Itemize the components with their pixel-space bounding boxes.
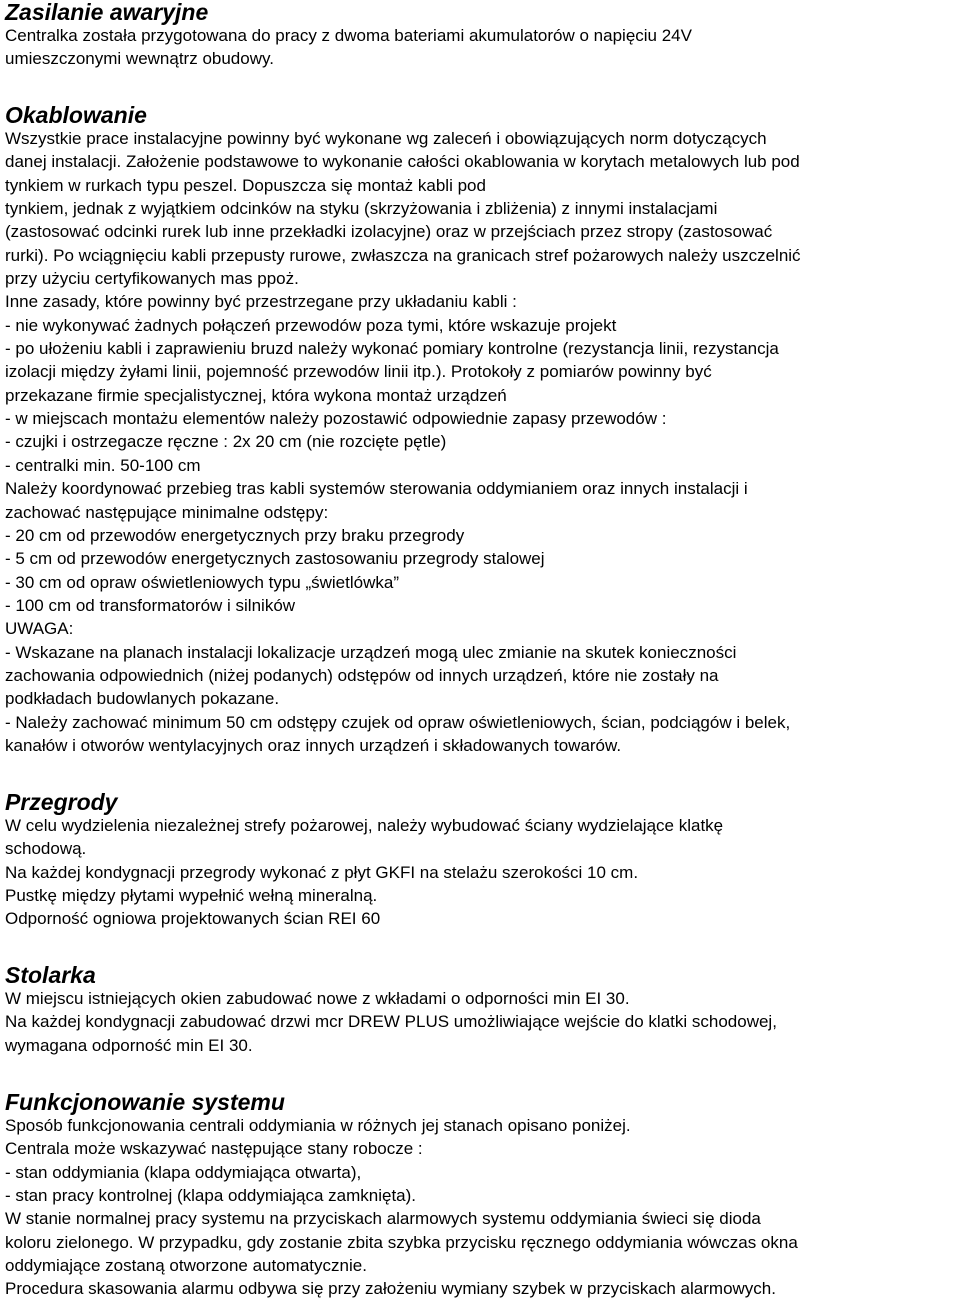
text-line: - 20 cm od przewodów energetycznych przy braku przegrody	[5, 525, 465, 545]
text-line: zachowania odpowiednich (niżej podanych) odstępów od innych urządzeń, które nie zostały na	[5, 665, 719, 685]
text-line: W stanie normalnej pracy systemu na przyciskach alarmowych systemu oddymiania świeci się dioda	[5, 1209, 761, 1229]
text-line: Inne zasady, które powinny być przestrzegane przy układaniu kabli :	[5, 292, 517, 312]
text-line: - 30 cm od opraw oświetleniowych typu „świetlówka”	[5, 572, 399, 592]
text-line: - stan oddymiania (klapa oddymiająca otwarta),	[5, 1162, 362, 1182]
text-line: UWAGA:	[5, 619, 74, 639]
section-heading: Okablowanie	[5, 102, 147, 128]
text-line: wymagana odporność min EI 30.	[5, 1035, 253, 1055]
text-line: umieszczonymi wewnątrz obudowy.	[5, 49, 274, 69]
section-zasilanie-awaryjne	[5, 0, 692, 71]
text-line: (zastosować odcinki rurek lub inne przekładki izolacyjne) oraz w przejściach przez stropy (zastosować	[5, 222, 773, 242]
text-line: W celu wydzielenia niezależnej strefy pożarowej, należy wybudować ściany wydzielające klatkę	[5, 816, 724, 835]
text-line: Centralka została przygotowana do pracy z dwoma bateriami akumulatorów o napięciu 24V	[5, 26, 692, 45]
section-heading: Stolarka	[5, 962, 96, 988]
section-okablowanie	[5, 103, 801, 757]
section-heading: Przegrody	[5, 789, 118, 815]
text-line: schodową.	[5, 839, 87, 859]
text-line: Na każdej kondygnacji przegrody wykonać z płyt GKFI na stelażu szerokości 10 cm.	[5, 862, 639, 882]
section-przegrody	[5, 790, 723, 931]
text-line: - centralki min. 50-100 cm	[5, 455, 201, 475]
text-line: podkładach budowlanych pokazane.	[5, 689, 280, 709]
text-line: W miejscu istniejących okien zabudować nowe z wkładami o odporności min EI 30.	[5, 989, 630, 1008]
text-line: - po ułożeniu kabli i zaprawieniu bruzd należy wykonać pomiary kontrolne (rezystancja linii, rezystancja	[5, 339, 779, 359]
text-line: - Należy zachować minimum 50 cm odstępy czujek od opraw oświetleniowych, ścian, podciągów i belek,	[5, 712, 791, 732]
text-line: Odporność ogniowa projektowanych ścian REI 60	[5, 909, 381, 929]
text-line: Na każdej kondygnacji zabudować drzwi mcr DREW PLUS umożliwiające wejście do klatki schodowej,	[5, 1012, 777, 1032]
text-line: przy użyciu certyfikowanych mas ppoż.	[5, 269, 299, 289]
section-heading: Funkcjonowanie systemu	[5, 1089, 285, 1115]
text-line: - Wskazane na planach instalacji lokalizacje urządzeń mogą ulec zmianie na skutek konieczności	[5, 642, 737, 662]
text-line: przekazane firmie specjalistycznej, która wykona montaż urządzeń	[5, 385, 507, 405]
text-line: Wszystkie prace instalacyjne powinny być wykonane wg zaleceń i obowiązujących norm dotyczących	[5, 129, 767, 148]
text-line: oddymiające zostaną otworzone automatycznie.	[5, 1256, 367, 1276]
text-line: - nie wykonywać żadnych połączeń przewodów poza tymi, które wskazuje projekt	[5, 315, 617, 335]
text-line: - 5 cm od przewodów energetycznych zastosowaniu przegrody stalowej	[5, 549, 545, 569]
text-line: zachować następujące minimalne odstępy:	[5, 502, 329, 522]
text-line: - czujki i ostrzegacze ręczne : 2x 20 cm (nie rozcięte pętle)	[5, 432, 447, 452]
text-line: Procedura skasowania alarmu odbywa się przy założeniu wymiany szybek w przyciskach alarmowych.	[5, 1279, 776, 1299]
section-stolarka	[5, 963, 777, 1057]
text-line: Sposób funkcjonowania centrali oddymiania w różnych jej stanach opisano poniżej.	[5, 1116, 631, 1135]
text-line: Należy koordynować przebieg tras kabli systemów sterowania oddymianiem oraz innych instalacji i	[5, 479, 748, 499]
text-line: - w miejscach montażu elementów należy pozostawić odpowiednie zapasy przewodów :	[5, 409, 667, 429]
text-line: tynkiem w rurkach typu peszel. Dopuszcza się montaż kabli pod	[5, 175, 486, 195]
text-line: tynkiem, jednak z wyjątkiem odcinków na styku (skrzyżowania i zbliżenia) z innymi instalacjami	[5, 199, 718, 219]
text-line: Pustkę między płytami wypełnić wełną mineralną.	[5, 886, 378, 906]
text-line: - 100 cm od transformatorów i silników	[5, 595, 296, 615]
text-line: rurki). Po wciągnięciu kabli przepusty rurowe, zwłaszcza na granicach stref pożarowych należy uszczelnić	[5, 245, 801, 265]
text-line: koloru zielonego. W przypadku, gdy zostanie zbita szybka przycisku ręcznego oddymiania wówczas okna	[5, 1232, 798, 1252]
text-line: - stan pracy kontrolnej (klapa oddymiająca zamknięta).	[5, 1186, 417, 1206]
text-line: kanałów i otworów wentylacyjnych oraz innych urządzeń i składowanych towarów.	[5, 735, 622, 755]
section-funkcjonowanie-systemu	[5, 1090, 798, 1301]
section-heading: Zasilanie awaryjne	[5, 0, 209, 25]
text-line: izolacji między żyłami linii, pojemność przewodów linii itp.). Protokoły z pomiarów powinny być	[5, 362, 712, 382]
text-line: Centrala może wskazywać następujące stany robocze :	[5, 1139, 423, 1159]
text-line: danej instalacji. Założenie podstawowe to wykonanie całości okablowania w korytach metalowych lub pod	[5, 152, 800, 172]
